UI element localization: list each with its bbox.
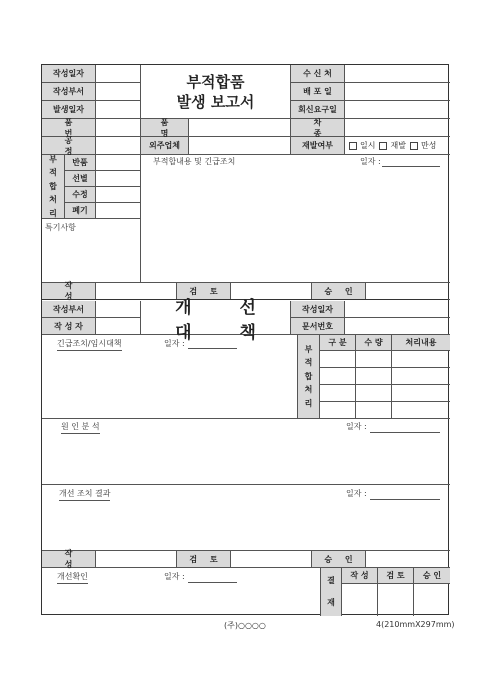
cause-date-line xyxy=(370,432,440,433)
col-qty-header: 수 량 xyxy=(356,335,392,351)
scrap-label: 폐기 xyxy=(65,203,96,219)
confirm-date-label: 일자 : xyxy=(164,572,185,581)
improve-review-label: 검 토 xyxy=(177,551,231,568)
return-label: 반품 xyxy=(65,155,96,171)
review-label: 검 토 xyxy=(177,283,231,300)
improve-write-value[interactable] xyxy=(96,551,177,568)
ng-content-box[interactable] xyxy=(141,155,450,283)
approve-value[interactable] xyxy=(366,283,450,300)
col-type-header: 구 분 xyxy=(320,335,356,351)
return-value[interactable] xyxy=(96,155,141,171)
occur-date-value[interactable] xyxy=(96,101,141,119)
col-content-header: 처리내용 xyxy=(392,335,450,351)
improve-write-date-value[interactable] xyxy=(345,301,450,318)
report-title: 부적합품 발생 보고서 xyxy=(141,65,291,119)
item-no-value[interactable] xyxy=(96,119,141,137)
repeat-checkbox[interactable] xyxy=(379,142,387,150)
scrap-value[interactable] xyxy=(96,203,141,219)
process-label: 공 정 xyxy=(42,137,96,155)
improve-dept-label: 작성부서 xyxy=(42,301,96,318)
ng-handling-vertical-label: 부 적 합 처 리 xyxy=(42,155,65,219)
author-date-label: 작성일자 xyxy=(42,65,96,83)
repeat-option-label: 재발 xyxy=(390,141,406,150)
cause-analysis-label: 원 인 분 석 xyxy=(61,421,100,434)
improve-dept-value[interactable] xyxy=(96,301,141,318)
author-dept-value[interactable] xyxy=(96,83,141,101)
appr-write-sign[interactable] xyxy=(342,584,378,616)
appr-review-sign[interactable] xyxy=(378,584,414,616)
company-name: (주)○○○○ xyxy=(224,621,266,630)
improve-author-label: 작 성 자 xyxy=(42,318,96,335)
improve-review-value[interactable] xyxy=(231,551,312,568)
table-cell[interactable] xyxy=(320,402,356,419)
sort-value[interactable] xyxy=(96,171,141,187)
cause-analysis-box[interactable] xyxy=(42,419,450,485)
table-cell[interactable] xyxy=(356,385,392,402)
appr-approve-header: 승 인 xyxy=(414,568,450,584)
table-cell[interactable] xyxy=(392,351,450,368)
table-cell[interactable] xyxy=(356,351,392,368)
chronic-checkbox[interactable] xyxy=(410,142,418,150)
doc-no-value[interactable] xyxy=(345,318,450,335)
author-dept-label: 작성부서 xyxy=(42,83,96,101)
table-cell[interactable] xyxy=(320,368,356,385)
nonconformity-report-form xyxy=(41,64,449,615)
vendor-value[interactable] xyxy=(189,137,291,155)
result-date-line xyxy=(370,499,440,500)
table-cell[interactable] xyxy=(392,368,450,385)
recipient-value[interactable] xyxy=(345,65,450,83)
process-value[interactable] xyxy=(96,137,141,155)
ng-date-line xyxy=(382,166,440,167)
remarks-label: 특기사항 xyxy=(45,223,76,232)
improve-title: 개 선 대 책 xyxy=(141,301,291,335)
improve-ng-vertical-label: 부 적 합 처 리 xyxy=(298,335,320,419)
result-date-label: 일자 : xyxy=(346,489,367,498)
rework-label: 수정 xyxy=(65,187,96,203)
confirm-date-line xyxy=(188,582,237,583)
confirm-label: 개선확인 xyxy=(57,571,88,584)
emergency-label: 긴급조치/임시대책 xyxy=(57,338,122,351)
write-label: 작 성 xyxy=(42,283,96,300)
appr-approve-sign[interactable] xyxy=(414,584,450,616)
item-no-label: 품 번 xyxy=(42,119,96,137)
improve-write-date-label: 작성일자 xyxy=(291,301,345,318)
appr-review-header: 검 토 xyxy=(378,568,414,584)
approve-label: 승 인 xyxy=(312,283,366,300)
ng-content-label: 부적합내용 및 긴급조치 xyxy=(153,157,236,166)
emergency-date-line xyxy=(188,348,237,349)
car-type-label: 차 종 xyxy=(291,119,345,137)
doc-no-label: 문서번호 xyxy=(291,318,345,335)
table-cell[interactable] xyxy=(392,402,450,419)
improve-author-value[interactable] xyxy=(96,318,141,335)
table-cell[interactable] xyxy=(356,402,392,419)
improve-approve-value[interactable] xyxy=(366,551,450,568)
appr-write-header: 작 성 xyxy=(342,568,378,584)
table-cell[interactable] xyxy=(356,368,392,385)
temp-option-label: 일시 xyxy=(360,141,376,150)
cause-date-label: 일자 : xyxy=(346,422,367,431)
item-name-value[interactable] xyxy=(189,119,291,137)
recipient-label: 수 신 처 xyxy=(291,65,345,83)
dist-date-value[interactable] xyxy=(345,83,450,101)
emergency-date-label: 일자 : xyxy=(164,339,185,348)
item-name-label: 품 명 xyxy=(141,119,189,137)
improve-write-label: 작 성 xyxy=(42,551,96,568)
occur-date-label: 발생일자 xyxy=(42,101,96,119)
recurrence-options xyxy=(345,137,450,155)
reply-date-label: 회신요구일 xyxy=(291,101,345,119)
rework-value[interactable] xyxy=(96,187,141,203)
vendor-label: 외주업체 xyxy=(141,137,189,155)
result-label: 개선 조치 결과 xyxy=(59,488,110,501)
chronic-option-label: 만성 xyxy=(420,141,437,150)
ng-date-label: 일자 : xyxy=(360,157,381,166)
car-type-value[interactable] xyxy=(345,119,450,137)
temp-checkbox[interactable] xyxy=(349,142,357,150)
table-cell[interactable] xyxy=(320,385,356,402)
dist-date-label: 배 포 일 xyxy=(291,83,345,101)
reply-date-value[interactable] xyxy=(345,101,450,119)
author-date-value[interactable] xyxy=(96,65,141,83)
recurrence-label: 재발여부 xyxy=(291,137,345,155)
sort-label: 선별 xyxy=(65,171,96,187)
table-cell[interactable] xyxy=(392,385,450,402)
table-cell[interactable] xyxy=(320,351,356,368)
paper-size: 4(210mmX297mm) xyxy=(376,620,455,629)
improve-approve-label: 승 인 xyxy=(312,551,366,568)
approval-vertical-label: 결 재 xyxy=(321,568,342,616)
